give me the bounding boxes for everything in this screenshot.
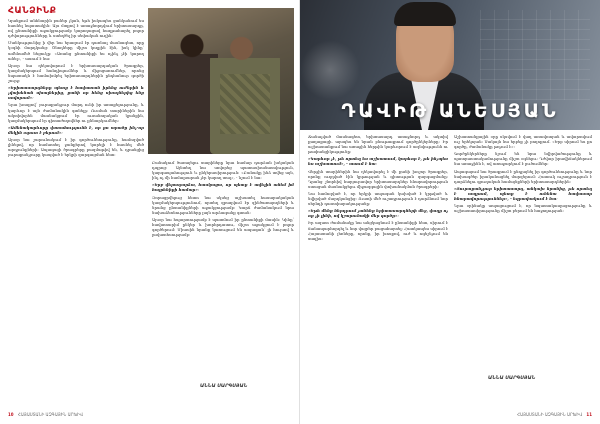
paragraph: Ճանաչված մասնագետ, երիտասարդ առաջնորդ և ակտիվ քաղաքացի. այսպես են նրան բնութագրում գործընկերները։ Իր աշխատանքում նա առաջին հերթին կարևորում է ազնվությունն ու թափանցիկությունը։ — [308, 134, 448, 155]
couple-photo — [148, 8, 294, 154]
paragraph: Ապագայում նա ծրագրում է ընդլայնել իր գործունեությունը և նոր նախագծեր իրականացնել մարզերում։ Հատուկ ուշադրություն է դարձնելու գյուղական համայնքների երիտասարդներին։ — [454, 168, 592, 184]
pull-quote: «Երիտասարդները պետք է հավատան իրենց ուժերին և չվախենան սխալներից, քանի որ հենց սխալներից ենք սովորում»։ — [8, 85, 144, 101]
section-label — [8, 6, 56, 16]
author-byline-left: ԱՆՆԱ ՍԱՐԳՍՅԱՆ — [200, 384, 248, 389]
paragraph: Վերջին տարիներին նա ղեկավարել է մի քանի խոշոր ծրագրեր, որոնք ուղղված էին կրթության և գիտության զարգացմանը։ Դրանց շնորհիվ հարյուրավոր երիտասարդներ հնարավորություն ստացան մասնակցելու միջազգային փոխանակման ծրագրերի։ — [308, 168, 448, 189]
pull-quote: «Ամենակարևորը վստահությունն է, որ քո արածը ինչ-որ մեկին օգուտ է բերում»։ — [8, 124, 144, 135]
footer-text-right: ՀԱՅԱՍՏԱՆԻ ԱԶԳԱՅԻՆ ԱՐԽԻՎ — [517, 412, 583, 417]
pull-quote: «Յուրաքանչյուր երիտասարդ, անկախ նրանից, թե որտեղ է ապրում, պետք է ունենա հավասար հնարավորություններ», - եզրափակում է նա։ — [454, 185, 592, 202]
right-column-b — [454, 134, 592, 374]
paragraph: Այսօր նա շարունակում է իր գործունեությունը, համոզված լինելով, որ համատեղ ջանքերով կարելի է հասնել մեծ արդյունքների։ Ապագայի ծրագրերը բազմաթիվ են, և դրանցից յուրաքանչյուրը կապված է երկրի զարգացման հետ։ — [8, 136, 144, 158]
pull-quote: «Եթե մենք ներդրում չանենք երիտասարդների մեջ, վաղը ոչ ոք չի լինի, ով կշարունակի մեր գործը»։ — [308, 208, 448, 219]
right-column-a — [308, 134, 448, 408]
paragraph: Նա համոզված է, որ երկրի ապագան կախված է կրթված և նվիրված մարդկանցից։ Ուստի մեծ ուշադրություն է դարձնում նոր սերնդի դաստիարակությանը։ — [308, 190, 448, 207]
footer-text-left: ՀԱՅԱՍՏԱՆԻ ԱԶԳԱՅԻՆ ԱՐԽԻՎ — [17, 412, 83, 417]
paragraph: Այսօր նա հպարտությամբ է պատմում իր ընտանիքի մասին։ Կինը՝ հավատարիմ ընկեր և խորհրդատու, միշտ աջակցում է բոլոր գործերում։ Միասին նրանք կառուցում են ապագան՝ լի հույսով և լավատեսությամբ։ — [152, 216, 294, 238]
paragraph: Աշխատանքային օրը սկսվում է վաղ առավոտյան և ավարտվում ուշ երեկոյան։ Սակայն նա երբեք չի բողոքում. «Երբ սիրում ես քո գործը, ժամանակը թռչում է»։ — [454, 134, 592, 150]
footer-left — [8, 412, 83, 417]
paragraph: Գործընկերները նշում են նրա նվիրվածությունը և պատրաստակամությունը միշտ օգնելու։ Դժվար իրավիճակներում նա առաջինն է, ով առաջարկում է լուծումներ։ — [454, 151, 592, 167]
paragraph: Կյանքում անհնարին բաներ չկան, եթե իսկապես ցանկանում ես հասնել նպատակին։ Այս մտքով է առաջնորդվում երիտասարդը, ով ընտանիքի աջակցությամբ կարողացավ հաղթահարել բոլոր դժվարությունները և ստեղծել իր սեփական ուղին։ — [8, 18, 144, 39]
pull-quote: «Կարևոր չէ, թե որտեղ ես աշխատում, կարևոր է, թե ինչպես ես աշխատում», - ասում է նա։ — [308, 156, 448, 167]
paragraph: Այսօր նա ղեկավարում է երիտասարդական ծրագրեր, կազմակերպում հանդիպումներ և միջոցառումներ, որոնց նպատակն է համախմբել երիտասարդներին ընդհանուր գործի շուրջ։ — [8, 62, 144, 84]
section-label-text: ՀԱՆՁԻՆՔ — [8, 6, 57, 16]
page-number-right: 11 — [586, 412, 592, 417]
pull-quote: «Երբ վերադարձա, հասկացա, որ պետք է ավելին անեմ իմ հայրենիքի համար»։ — [152, 182, 294, 193]
light-glow — [300, 40, 360, 100]
paragraph: Բանակում ծառայելու տարիները նրա համար դարձան իսկական դպրոց։ Այնտեղ նա սովորեց պատասխանատվություն, կարգապահություն և ընկերասիրություն։ «Բանակը ինձ տվեց այն, ինչ ոչ մի համալսարան չէր կարող տալ», - նշում է նա։ — [152, 160, 294, 181]
footer-right — [517, 412, 592, 417]
portrait-hair — [394, 2, 456, 26]
soldier-figure — [210, 34, 280, 154]
left-column-b — [152, 160, 294, 382]
hero-photo — [300, 0, 600, 130]
author-byline-right: ԱՆՆԱ ՍԱՐԳՍՅԱՆ — [488, 376, 536, 381]
left-column-a — [8, 18, 144, 408]
background-grid — [480, 10, 590, 100]
page-number-left: 10 — [8, 412, 14, 417]
paragraph: Իր ազատ ժամանակը նա անցկացնում է ընտանիքի հետ, սիրում է ճանապարհորդել և նոր վայրեր բացահայտել։ Հատկապես սիրում է Հայաստանի լեռները, որոնք, իր խոսքով, ուժ և ոգեշնչում են տալիս։ — [308, 220, 448, 241]
paragraph: Զորացրվելուց հետո նա սկսեց աշխատել հասարակական կազմակերպությունում, որտեղ զբաղվում էր զինծառայողների և նրանց ընտանիքների աջակցությամբ։ Կարճ ժամանակում նրա նախաձեռնությունները լայն արձագանք գտան։ — [152, 194, 294, 215]
paragraph: Նրա օրինակը ապացուցում է, որ նպատակասլացությունը և աշխատասիրությունը միշտ բերում են հաջողության։ — [454, 203, 592, 214]
paragraph: Նրա խոսքով՝ յուրաքանչյուր մարդ ունի իր առաքելությունը, և կարևոր է այն ժամանակին գտնելը։ Ուսման տարիներին նա ակտիվորեն մասնակցում էր ուսանողական կյանքին, կազմակերպում էր գիտաժողովներ ու քննարկումներ։ — [8, 102, 144, 123]
article-title: ԴԱՎԻԹ ԱՆԵՍՅԱՆ — [341, 100, 559, 122]
paragraph: Մանկությունից ի վեր նա երազում էր դառնալ մասնագետ, որը կօգնի մարդկանց։ Ծնողները միշտ կողքին էին, իսկ կինը՝ ամենամեծ նեցուկը։ «Առանց ընտանիքի ես ոչինչ չէի կարող անել», - ասում է նա։ — [8, 40, 144, 61]
